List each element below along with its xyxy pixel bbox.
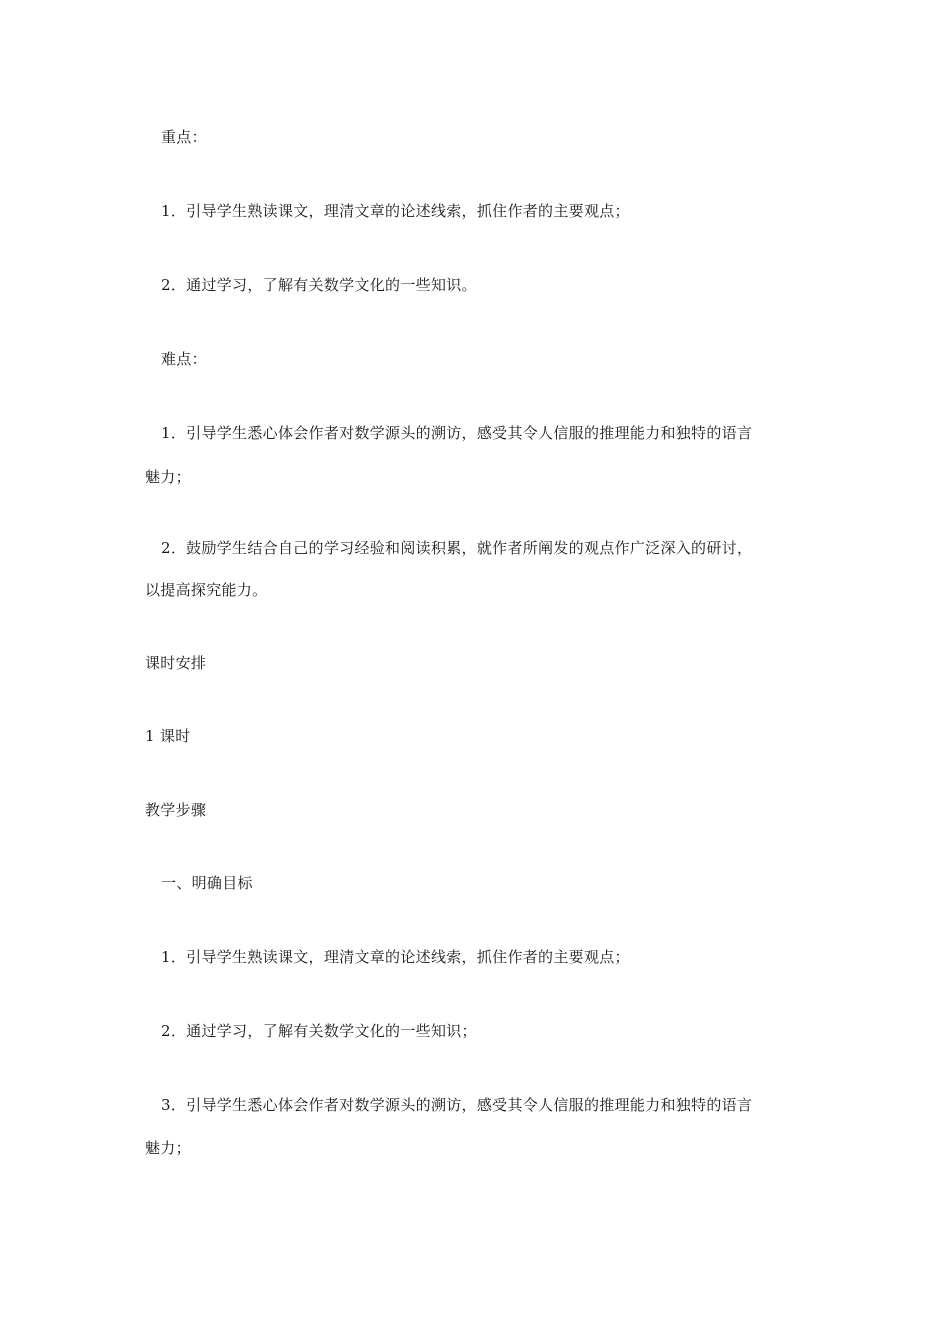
difficulty-item-2-line-2: 以提高探究能力。	[145, 581, 268, 599]
goal-item-3-line-2: 魅力；	[145, 1139, 191, 1157]
key-point-item-1: 1．引导学生熟读课文，理清文章的论述线索，抓住作者的主要观点；	[161, 202, 630, 220]
difficulty-item-1-line-1: 1．引导学生悉心体会作者对数学源头的溯访，感受其令人信服的推理能力和独特的语言	[161, 424, 753, 442]
difficulties-heading: 难点：	[161, 350, 207, 368]
steps-heading: 教学步骤	[145, 801, 207, 819]
schedule-heading: 课时安排	[145, 654, 207, 672]
difficulty-item-2-line-1: 2．鼓励学生结合自己的学习经验和阅读积累，就作者所阐发的观点作广泛深入的研讨，	[161, 539, 753, 557]
difficulty-item-1-line-2: 魅力；	[145, 468, 191, 486]
schedule-value: 1 课时	[145, 727, 191, 745]
goal-item-1: 1．引导学生熟读课文，理清文章的论述线索，抓住作者的主要观点；	[161, 948, 630, 966]
goal-item-2: 2．通过学习，了解有关数学文化的一些知识；	[161, 1022, 477, 1040]
key-point-item-2: 2．通过学习，了解有关数学文化的一些知识。	[161, 276, 477, 294]
goal-item-3-line-1: 3．引导学生悉心体会作者对数学源头的溯访，感受其令人信服的推理能力和独特的语言	[161, 1096, 753, 1114]
key-points-heading: 重点：	[161, 128, 207, 146]
section-1-heading: 一、明确目标	[161, 874, 253, 892]
